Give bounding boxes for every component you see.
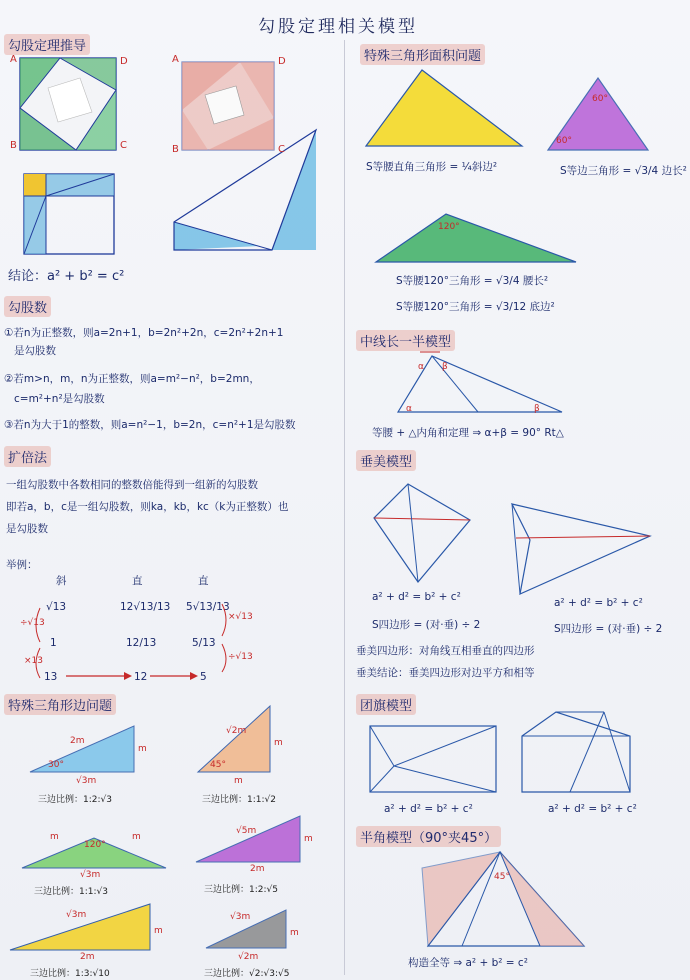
perp-eq-2: a² + d² = b² + c²	[554, 597, 643, 609]
area-formula-4: S等腰120°三角形 = √3/12 底边²	[396, 301, 555, 313]
ex-r2c1: 1	[50, 637, 57, 649]
ex-note-side: ×√13	[228, 612, 253, 622]
ex-r1c1: √13	[46, 601, 67, 613]
ex-r3c2: 12	[134, 671, 148, 683]
ex-r1c3: 5√13/13	[186, 601, 230, 613]
tri3-ratio: 三边比例：1:1:√3	[34, 887, 108, 897]
ex-note-m1: ÷√13	[20, 618, 45, 628]
corner-A2: A	[172, 54, 179, 65]
area-formula-2: S等边三角形 = √3/4 边长²	[560, 165, 687, 177]
ex-note-m2: ×13	[24, 656, 43, 666]
triple-1b: 是勾股数	[14, 345, 56, 357]
area-angle-60: 60°	[592, 94, 608, 104]
rotate-eq-2: a² + d² = b² + c²	[548, 803, 637, 815]
example-col-2: 直	[132, 575, 143, 587]
perp-header: 垂美模型	[356, 450, 416, 471]
expand-header: 扩倍法	[4, 446, 51, 467]
median-header: 中线长一半模型	[356, 330, 455, 351]
tri6-base: √2m	[238, 952, 259, 962]
tri2-angle: 45°	[210, 760, 226, 770]
area-header: 特殊三角形面积问题	[360, 44, 485, 65]
corner-B2: B	[172, 144, 179, 155]
median-text: 等腰 + △内角和定理 ⇒ α+β = 90° Rt△	[372, 427, 564, 439]
median-beta: β	[442, 362, 448, 372]
tri4-ratio: 三边比例：1:2:√5	[204, 885, 278, 895]
perp-eq-1: a² + d² = b² + c²	[372, 591, 461, 603]
area-angle-60b: 60°	[556, 136, 572, 146]
half-equation: 构造全等 ⇒ a² + b² = c²	[408, 957, 528, 969]
tri5-side: m	[154, 926, 163, 936]
page-title: 勾股定理相关模型	[258, 17, 418, 37]
tri1-angle: 30°	[48, 760, 64, 770]
corner-D: D	[120, 56, 128, 67]
tri3-leg2: m	[132, 832, 141, 842]
perp-conclusion: 垂美结论：垂美四边形对边平方和相等	[356, 667, 535, 679]
example-col-1: 斜	[56, 575, 67, 587]
rotate-eq-1: a² + d² = b² + c²	[384, 803, 473, 815]
area-angle-120: 120°	[438, 222, 460, 232]
tri3-angle: 120°	[84, 840, 106, 850]
example-col-3: 直	[198, 575, 209, 587]
tri4-base: 2m	[250, 864, 265, 874]
tri5-hyp: √3m	[66, 910, 87, 920]
perp-area-1: S四边形 = (对·垂) ÷ 2	[372, 619, 481, 631]
area-formula-3: S等腰120°三角形 = √3/4 腰长²	[396, 275, 549, 287]
tri5-base: 2m	[80, 952, 95, 962]
half-angle-45: 45°	[494, 872, 510, 882]
ex-note-side2: ÷√13	[228, 652, 253, 662]
corner-C: C	[120, 140, 127, 151]
tri6-side: m	[290, 928, 299, 938]
tri2-base: m	[234, 776, 243, 786]
tri1-base: √3m	[76, 776, 97, 786]
median-alpha: α	[418, 362, 424, 372]
median-alpha2: α	[406, 404, 412, 414]
ex-r2c2: 12/13	[126, 637, 157, 649]
ex-r3c1: 13	[44, 671, 58, 683]
triple-3: ③若n为大于1的整数，则a=n²−1，b=2n，c=n²+1是勾股数	[4, 419, 296, 431]
ex-r3c3: 5	[200, 671, 207, 683]
triple-1: ①若n为正整数，则a=2n+1，b=2n²+2n，c=2n²+2n+1	[4, 327, 284, 339]
tri3-base: √3m	[80, 870, 101, 880]
tri2-hyp: √2m	[226, 726, 247, 736]
triple-2b: c=m²+n²是勾股数	[14, 393, 105, 405]
rotate-header: 团旗模型	[356, 694, 416, 715]
special-sides-header: 特殊三角形边问题	[4, 694, 116, 715]
triples-header: 勾股数	[4, 296, 51, 317]
tri6-hyp: √3m	[230, 912, 251, 922]
tri4-hyp: √5m	[236, 826, 257, 836]
proof-header: 勾股定理推导	[4, 34, 90, 55]
tri4-side: m	[304, 834, 313, 844]
corner-D2: D	[278, 56, 286, 67]
median-beta2: β	[534, 404, 540, 414]
tri6-ratio: 三边比例：√2:√3:√5	[204, 969, 290, 979]
tri5-ratio: 三边比例：1:3:√10	[30, 969, 110, 979]
tri1-hyp: 2m	[70, 736, 85, 746]
area-formula-1: S等腰直角三角形 = ¼斜边²	[366, 161, 498, 173]
perp-area-2: S四边形 = (对·垂) ÷ 2	[554, 623, 663, 635]
tri2-side: m	[274, 738, 283, 748]
corner-C2: C	[278, 144, 285, 155]
expand-2: 即若a，b，c是一组勾股数，则ka，kb，kc（k为正整数）也	[6, 501, 289, 513]
conclusion: 结论：a² + b² = c²	[8, 269, 125, 284]
corner-A: A	[10, 54, 17, 65]
triple-2: ②若m>n，m，n为正整数，则a=m²−n²，b=2mn，	[4, 373, 260, 385]
tri2-ratio: 三边比例：1:1:√2	[202, 795, 276, 805]
example-label: 举例：	[6, 559, 38, 571]
ex-r1c2: 12√13/13	[120, 601, 171, 613]
ex-r2c3: 5/13	[192, 637, 216, 649]
tri1-side: m	[138, 744, 147, 754]
tri1-ratio: 三边比例：1:2:√3	[38, 795, 112, 805]
expand-3: 是勾股数	[6, 523, 48, 535]
expand-1: 一组勾股数中各数相同的整数倍能得到一组新的勾股数	[6, 479, 258, 491]
perp-definition: 垂美四边形：对角线互相垂直的四边形	[356, 645, 535, 657]
tri3-leg: m	[50, 832, 59, 842]
corner-B: B	[10, 140, 17, 151]
half-header: 半角模型（90°夹45°）	[356, 826, 501, 847]
